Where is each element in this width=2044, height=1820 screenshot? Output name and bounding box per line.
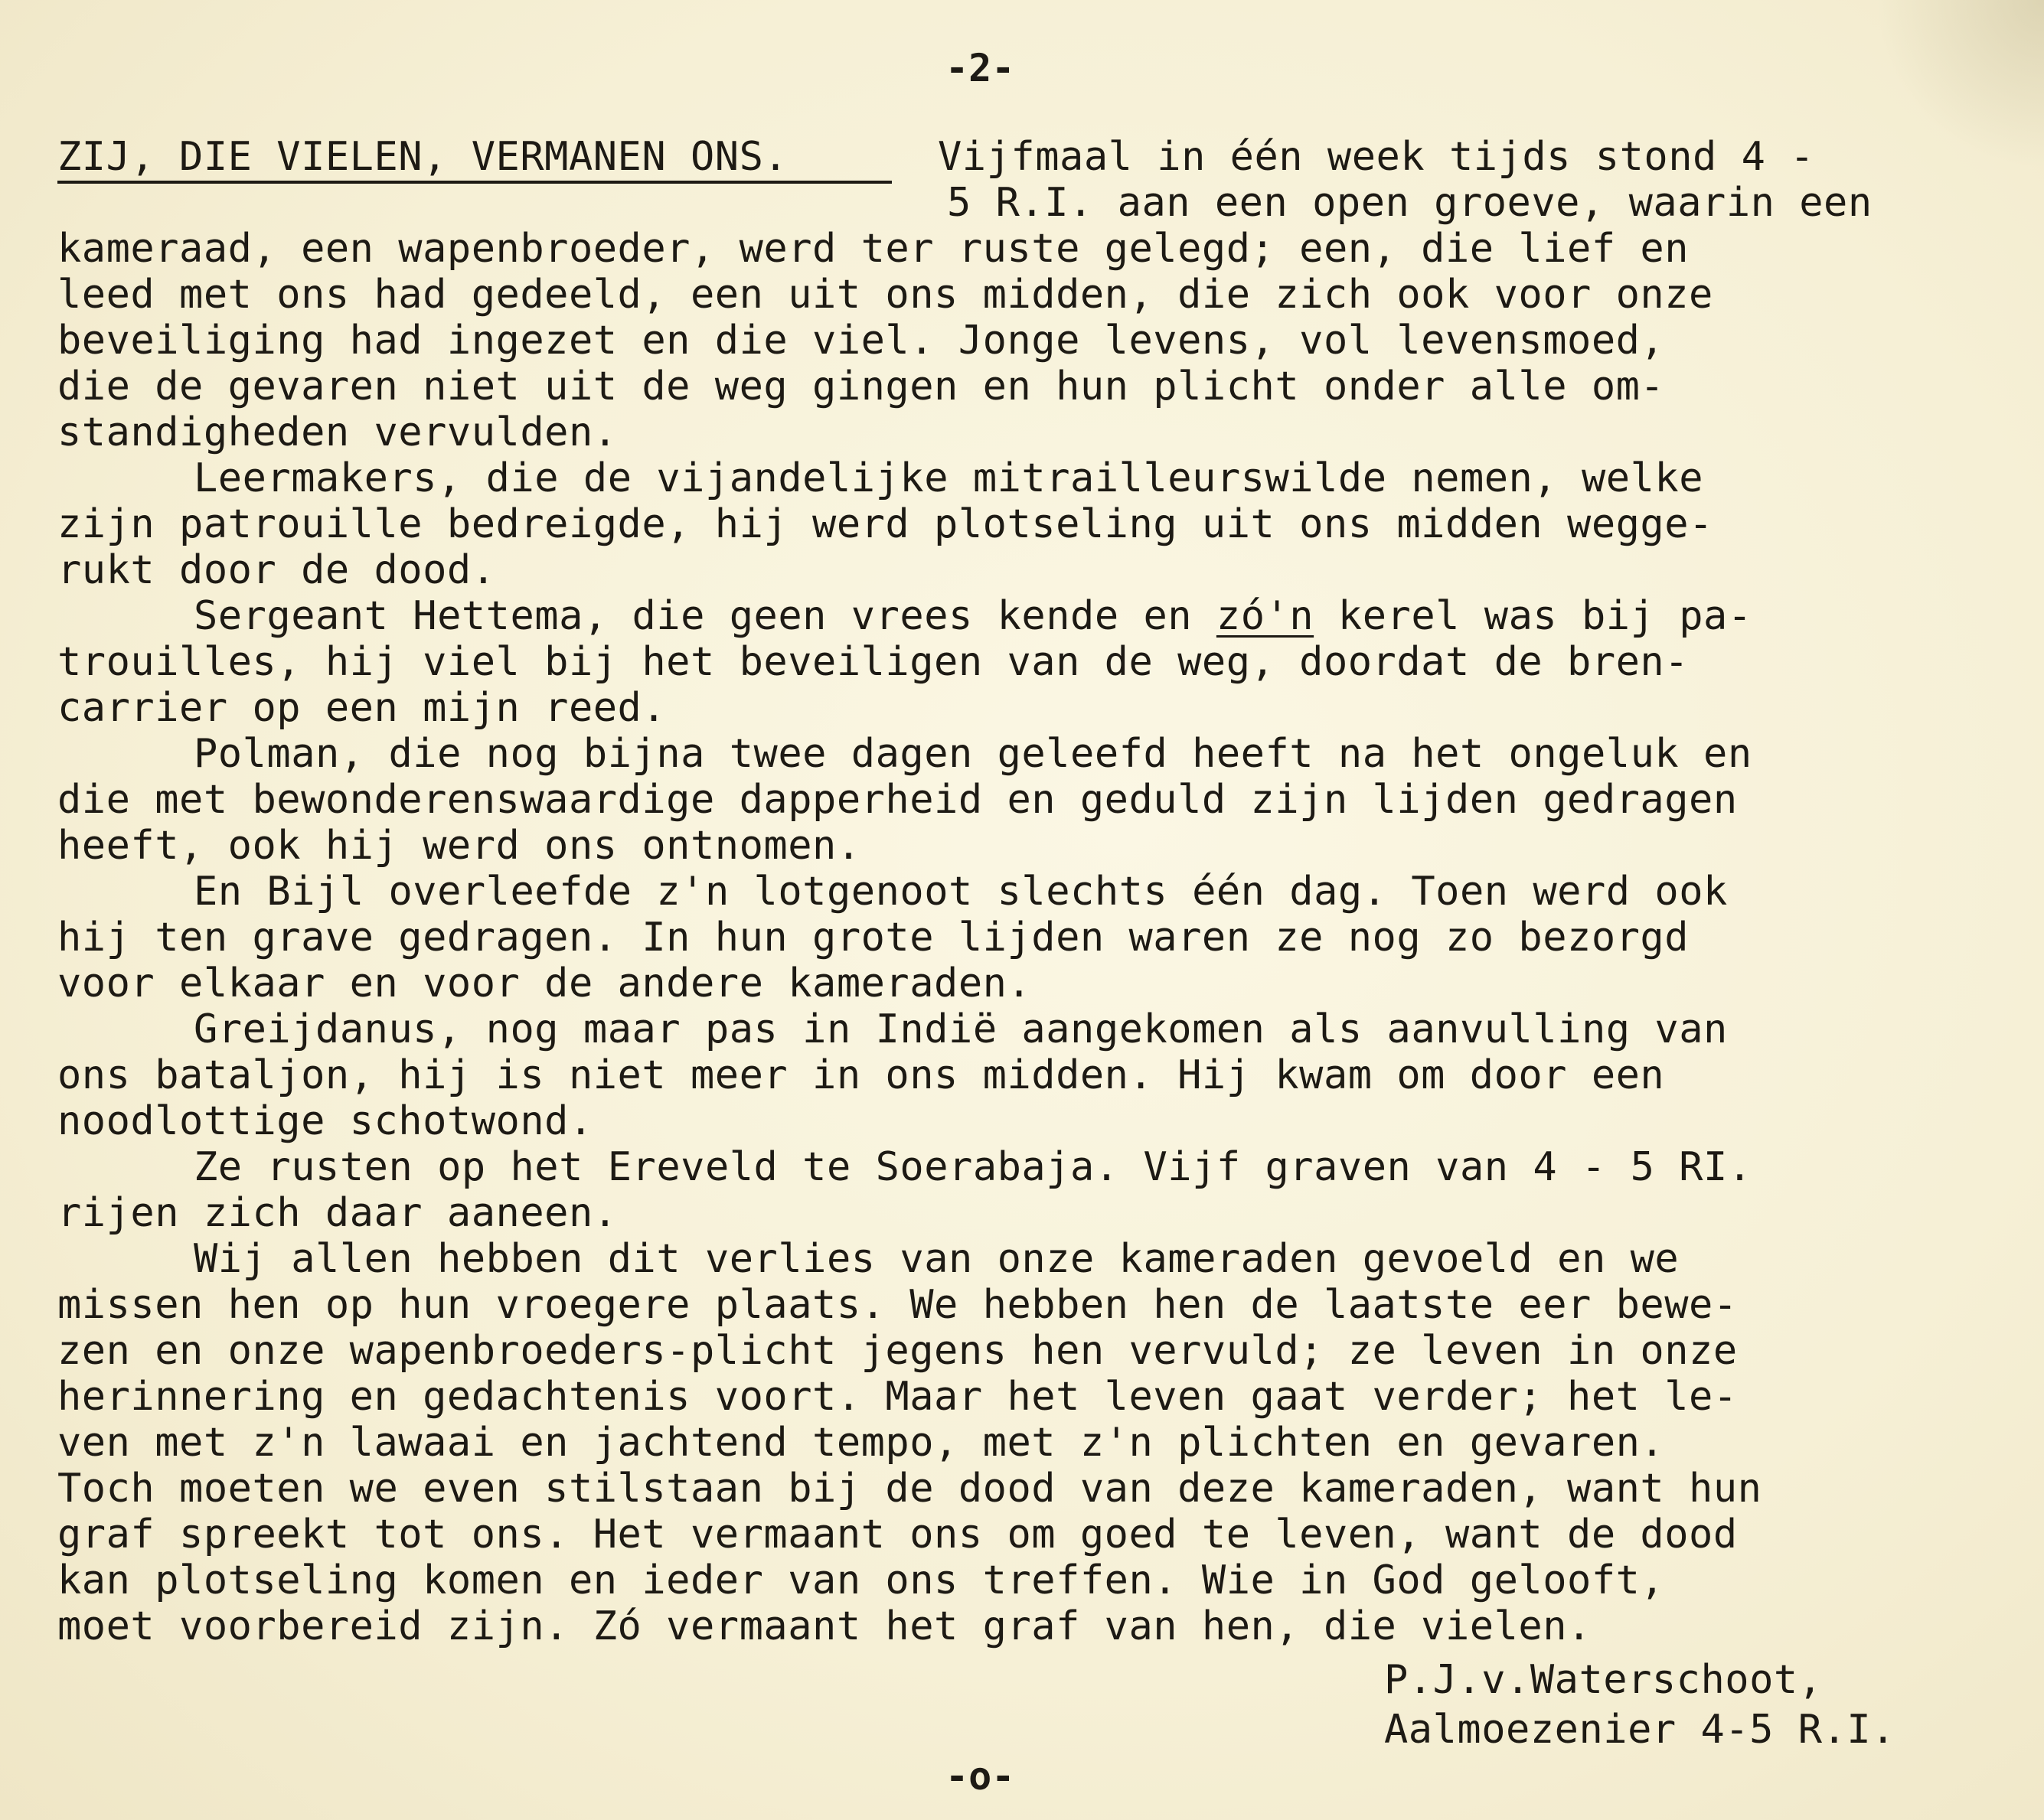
end-mark: -o- <box>945 1754 1015 1799</box>
body-line: standigheden vervulden. <box>57 409 618 455</box>
body-line: rijen zich daar aaneen. <box>57 1190 618 1236</box>
body-line: moet voorbereid zijn. Zó vermaant het graf van hen, die vielen. <box>57 1603 1592 1649</box>
body-line: ven met z'n lawaai en jachtend tempo, met z'n plichten en gevaren. <box>57 1420 1665 1466</box>
body-line: En Bijl overleefde z'n lotgenoot slechts één dag. Toen werd ook <box>194 869 1728 915</box>
body-line: Leermakers, die de vijandelijke mitrailleurswilde nemen, welke <box>194 455 1704 501</box>
body-line: rukt door de dood. <box>57 547 496 593</box>
body-line: kan plotseling komen en ieder van ons treffen. Wie in God gelooft, <box>57 1557 1665 1603</box>
body-line: Greijdanus, nog maar pas in Indië aangekomen als aanvulling van <box>194 1006 1728 1052</box>
body-line: voor elkaar en voor de andere kameraden. <box>57 961 1032 1006</box>
body-line: zen en onze wapenbroeders-plicht jegens hen vervuld; ze leven in onze <box>57 1328 1738 1374</box>
body-line: missen hen op hun vroegere plaats. We hebben hen de laatste eer bewe- <box>57 1282 1738 1328</box>
signature-role: Aalmoezenier 4-5 R.I. <box>1384 1707 1895 1753</box>
body-line: die met bewonderenswaardige dapperheid en geduld zijn lijden gedragen <box>57 777 1738 823</box>
body-line: 5 R.I. aan een open groeve, waarin een <box>947 180 1873 226</box>
body-line: hij ten grave gedragen. In hun grote lijden waren ze nog zo bezorgd <box>57 915 1690 961</box>
body-line: beveiliging had ingezet en die viel. Jonge levens, vol levensmoed, <box>57 318 1665 364</box>
underlined-word: zó'n <box>1216 593 1314 639</box>
body-line: kameraad, een wapenbroeder, werd ter ruste gelegd; een, die lief en <box>57 226 1690 272</box>
body-line: heeft, ook hij werd ons ontnomen. <box>57 823 861 869</box>
body-line: ons bataljon, hij is niet meer in ons midden. Hij kwam om door een <box>57 1052 1665 1098</box>
body-line <box>194 593 1752 639</box>
title-underline <box>57 181 892 184</box>
page-number: -2- <box>945 46 1015 90</box>
body-line: Wij allen hebben dit verlies van onze kameraden gevoeld en we <box>194 1236 1680 1282</box>
body-line: trouilles, hij viel bij het beveiligen van de weg, doordat de bren- <box>57 639 1690 685</box>
body-line: graf spreekt tot ons. Het vermaant ons om goed te leven, want de dood <box>57 1512 1738 1557</box>
body-line: Polman, die nog bijna twee dagen geleefd heeft na het ongeluk en <box>194 731 1752 777</box>
body-line: zijn patrouille bedreigde, hij werd plotseling uit ons midden wegge- <box>57 501 1713 547</box>
article-title: ZIJ, DIE VIELEN, VERMANEN ONS. <box>57 134 789 180</box>
body-line: carrier op een mijn reed. <box>57 685 667 731</box>
body-line: die de gevaren niet uit de weg gingen en hun plicht onder alle om- <box>57 364 1665 409</box>
body-line: Ze rusten op het Ereveld te Soerabaja. Vijf graven van 4 - 5 RI. <box>194 1144 1752 1190</box>
body-line: Vijfmaal in één week tijds stond 4 - <box>938 134 1815 180</box>
body-line: Toch moeten we even stilstaan bij de dood van deze kameraden, want hun <box>57 1466 1762 1512</box>
body-line: leed met ons had gedeeld, een uit ons midden, die zich ook voor onze <box>57 272 1713 318</box>
signature-name: P.J.v.Waterschoot, <box>1384 1657 1823 1703</box>
body-line: noodlottige schotwond. <box>57 1098 593 1144</box>
body-text: Sergeant Hettema, die geen vrees kende en <box>194 593 1216 639</box>
paper-stain <box>1876 0 2044 168</box>
body-line: herinnering en gedachtenis voort. Maar het leven gaat verder; het le- <box>57 1374 1738 1420</box>
body-text: kerel was bij pa- <box>1314 593 1752 639</box>
